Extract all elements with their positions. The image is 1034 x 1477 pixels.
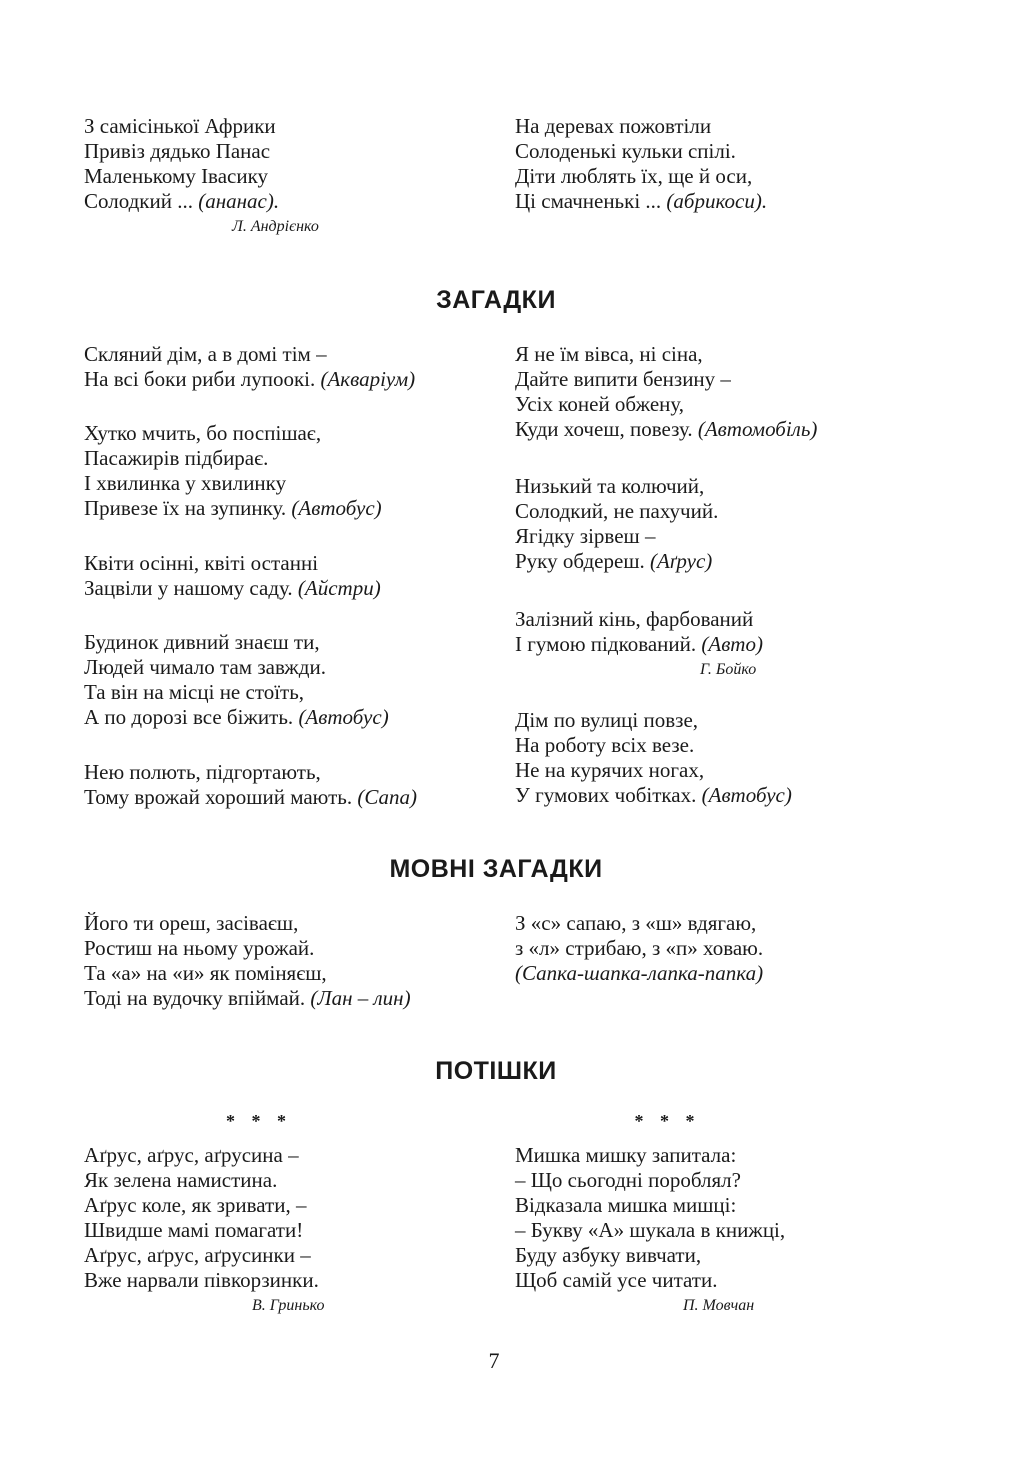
- poem-line: Дайте випити бензину –: [515, 367, 731, 391]
- poem-last-line: [515, 417, 935, 442]
- poem-line-text: Тоді на вудочку впіймай.: [84, 986, 306, 1010]
- section-heading-zagadky: ЗАГАДКИ: [436, 286, 556, 314]
- intro-poem-ananas: [84, 114, 504, 240]
- riddle-lan-lyn: [84, 911, 504, 1011]
- stars-separator: * * *: [634, 1111, 701, 1131]
- section-heading-movni-zagadky: МОВНІ ЗАГАДКИ: [389, 855, 603, 883]
- poem-line: Солоденькі кульки спілі.: [515, 139, 736, 163]
- riddle-answer: (Сапа): [357, 785, 417, 809]
- poem-line: Привіз дядько Панас: [84, 139, 271, 163]
- riddle-answer: (Автобус): [291, 496, 382, 520]
- poem-line: Щоб самій усе читати.: [515, 1268, 718, 1292]
- riddle-avto: [515, 607, 935, 683]
- riddle-answer: (Акваріум): [320, 367, 416, 391]
- poem-line: Пасажирів підбирає.: [84, 446, 269, 470]
- riddle-avtobus-1: [84, 421, 504, 521]
- poem-line-text: Куди хочеш, повезу.: [515, 417, 693, 441]
- poem-line: Нею полють, підгортають,: [84, 760, 321, 784]
- poem-line: Швидше мамі помагати!: [84, 1218, 304, 1242]
- riddle-avtobus-3: [515, 708, 935, 808]
- riddle-avtobus-2: [84, 630, 504, 730]
- stars-separator: * * *: [226, 1111, 292, 1131]
- poem-last-line: [84, 705, 504, 730]
- poem-line: Низький та колючий,: [515, 474, 705, 498]
- poem-last-line: [84, 576, 504, 601]
- poem-line: Не на курячих ногах,: [515, 758, 705, 782]
- rhyme-myshka: [515, 1109, 935, 1319]
- poem-line: Солодкий, не пахучий.: [515, 499, 719, 523]
- poem-line: На роботу всіх везе.: [515, 733, 695, 757]
- poem-line-text: І гумою підкований.: [515, 632, 697, 656]
- riddle-sapka: [515, 911, 935, 986]
- author-name: Л. Андрієнко: [232, 218, 319, 235]
- poem-line: Відказала мишка мишці:: [515, 1193, 737, 1217]
- poem-line: Людей чимало там завжди.: [84, 655, 326, 679]
- poem-line-text: Тому врожай хороший мають.: [84, 785, 353, 809]
- poem-line-text: А по дорозі все біжить.: [84, 705, 294, 729]
- riddle-answer: (Автобус): [298, 705, 389, 729]
- poem-line: І хвилинка у хвилинку: [84, 471, 287, 495]
- riddle-akvarium: [84, 342, 504, 392]
- poem-line: Як зелена намистина.: [84, 1168, 278, 1192]
- poem-line-text: Руку обдереш.: [515, 549, 645, 573]
- poem-line: Ростиш на ньому урожай.: [84, 936, 315, 960]
- poem-line: Та «а» на «и» як поміняєш,: [84, 961, 327, 985]
- riddle-answer: (ананас).: [198, 189, 280, 213]
- poem-line: З самісінької Африки: [84, 114, 276, 138]
- author-name: Г. Бойко: [700, 661, 757, 678]
- section-heading-potishky: ПОТІШКИ: [435, 1057, 557, 1085]
- author-name: П. Мовчан: [683, 1297, 755, 1314]
- riddle-agrus: [515, 474, 935, 574]
- riddle-answer: (Сапка-шапка-лапка-папка): [515, 961, 764, 985]
- author-name: В. Гринько: [252, 1297, 325, 1314]
- poem-line: Маленькому Івасику: [84, 164, 268, 188]
- poem-line-text: Ці смачненькі ...: [515, 189, 662, 213]
- poem-line: Його ти ореш, засіваєш,: [84, 911, 299, 935]
- poem-line-text: Зацвіли у нашому саду.: [84, 576, 293, 600]
- poem-last-line: [515, 632, 935, 657]
- poem-line: Мишка мишку запитала:: [515, 1143, 737, 1167]
- rhyme-agrus: [84, 1109, 504, 1319]
- page-number: 7: [488, 1348, 500, 1373]
- poem-line: Аґрус, аґрус, аґрусинки –: [84, 1243, 311, 1267]
- riddle-answer: (Айстри): [297, 576, 381, 600]
- riddle-answer: (Аґрус): [650, 549, 713, 573]
- poem-line: Ягідку зірвеш –: [515, 524, 656, 548]
- riddle-avtomobil: [515, 342, 935, 442]
- poem-last-line: [515, 189, 935, 214]
- riddle-answer: (абрикоси).: [666, 189, 768, 213]
- poem-last-line: [84, 785, 504, 810]
- poem-line: Діти люблять їх, ще й оси,: [515, 164, 753, 188]
- poem-line-text: Солодкий ...: [84, 189, 193, 213]
- intro-poem-abrykosy: [515, 114, 935, 214]
- poem-last-line: [84, 496, 504, 521]
- poem-line: Буду азбуку вивчати,: [515, 1243, 702, 1267]
- poem-last-line: [84, 986, 504, 1011]
- poem-line: – Що сьогодні пороблял?: [515, 1168, 741, 1192]
- poem-line-text: Привезе їх на зупинку.: [84, 496, 287, 520]
- poem-last-line: [515, 549, 935, 574]
- poem-line: Будинок дивний знаєш ти,: [84, 630, 320, 654]
- poem-line: Скляний дім, а в домі тім –: [84, 342, 327, 366]
- poem-line: Аґрус коле, як зривати, –: [84, 1193, 307, 1217]
- poem-line: Вже нарвали півкорзинки.: [84, 1268, 319, 1292]
- poem-last-line: [84, 367, 504, 392]
- poem-last-line: [84, 189, 504, 214]
- poem-line: Аґрус, аґрус, аґрусина –: [84, 1143, 299, 1167]
- poem-line: Залізний кінь, фарбований: [515, 607, 754, 631]
- riddle-answer: (Авто): [701, 632, 763, 656]
- poem-line-text: На всі боки риби лупоокі.: [84, 367, 316, 391]
- poem-line: Хутко мчить, бо поспішає,: [84, 421, 322, 445]
- riddle-answer: (Автомобіль): [697, 417, 818, 441]
- poem-line: Я не їм вівса, ні сіна,: [515, 342, 703, 366]
- riddle-aistry: [84, 551, 504, 601]
- poem-line: Квіти осінні, квіті останні: [84, 551, 319, 575]
- poem-line: – Букву «А» шукала в книжці,: [515, 1218, 786, 1242]
- riddle-sapa: [84, 760, 504, 810]
- poem-line-text: У гумових чобітках.: [515, 783, 697, 807]
- poem-line: з «л» стрибаю, з «п» ховаю.: [515, 936, 764, 960]
- poem-line: Усіх коней обжену,: [515, 392, 685, 416]
- riddle-answer: (Лан – лин): [310, 986, 411, 1010]
- poem-line: З «с» сапаю, з «ш» вдягаю,: [515, 911, 757, 935]
- riddle-answer: (Автобус): [701, 783, 792, 807]
- poem-line: На деревах пожовтіли: [515, 114, 712, 138]
- poem-last-line: [515, 783, 935, 808]
- poem-line: Дім по вулиці повзе,: [515, 708, 699, 732]
- poem-line: Та він на місці не стоїть,: [84, 680, 305, 704]
